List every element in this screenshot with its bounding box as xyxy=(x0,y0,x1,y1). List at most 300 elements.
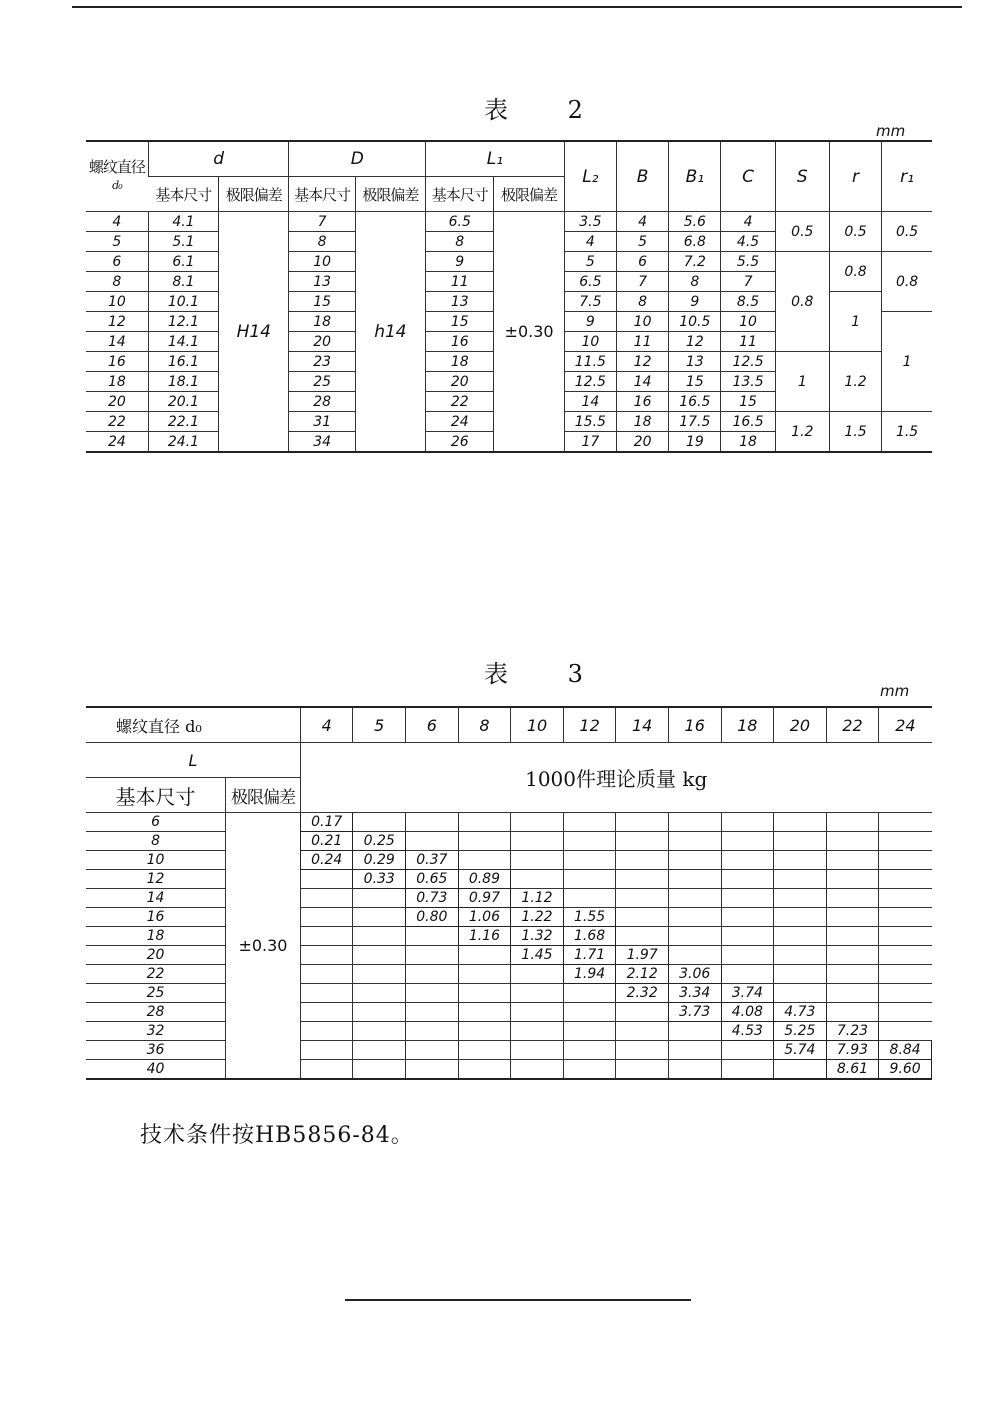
B1-cell: 15 xyxy=(669,372,721,392)
r1-header: r₁ xyxy=(882,141,932,212)
empty-cell xyxy=(406,1041,459,1060)
L1-basic-cell: 18 xyxy=(426,352,494,372)
S-cell: 0.8 xyxy=(775,252,829,352)
empty-cell xyxy=(300,1003,353,1022)
diameter-header: 16 xyxy=(668,707,721,743)
empty-cell xyxy=(668,870,721,889)
B-cell: 8 xyxy=(616,292,668,312)
empty-cell xyxy=(300,984,353,1003)
empty-cell xyxy=(353,889,406,908)
table3-row xyxy=(86,1022,932,1041)
B1-cell: 16.5 xyxy=(669,392,721,412)
table2-unit: mm xyxy=(876,122,906,140)
empty-cell xyxy=(511,1022,564,1041)
empty-cell xyxy=(563,984,616,1003)
empty-cell xyxy=(511,965,564,984)
mass-cell: 1.32 xyxy=(511,927,564,946)
empty-cell xyxy=(511,832,564,851)
D-basic-cell: 10 xyxy=(289,252,355,272)
r1-cell: 1 xyxy=(882,312,932,412)
empty-cell xyxy=(616,1041,669,1060)
mass-cell: 3.74 xyxy=(721,984,774,1003)
L2-cell: 7.5 xyxy=(564,292,616,312)
D-basic-cell: 8 xyxy=(289,232,355,252)
L1-basic-cell: 24 xyxy=(426,412,494,432)
mass-cell: 0.89 xyxy=(458,870,511,889)
empty-cell xyxy=(826,832,879,851)
L1-basic-cell: 26 xyxy=(426,432,494,453)
empty-cell xyxy=(774,965,827,984)
d-basic-cell: 8.1 xyxy=(148,272,218,292)
empty-cell xyxy=(353,908,406,927)
C-cell: 7 xyxy=(721,272,775,292)
empty-cell xyxy=(774,870,827,889)
d0-cell: 5 xyxy=(86,232,148,252)
thread-dia-header: 螺纹直径 d₀ xyxy=(86,707,300,743)
empty-cell xyxy=(721,946,774,965)
d-basic-header: 基本尺寸 xyxy=(148,177,218,212)
mass-cell: 1.16 xyxy=(458,927,511,946)
empty-cell xyxy=(879,889,932,908)
C-cell: 13.5 xyxy=(721,372,775,392)
L1-basic-cell: 16 xyxy=(426,332,494,352)
table2 xyxy=(86,140,932,453)
mass-cell: 0.29 xyxy=(353,851,406,870)
empty-cell xyxy=(774,889,827,908)
length-cell: 32 xyxy=(86,1022,226,1041)
empty-cell xyxy=(563,813,616,832)
empty-cell xyxy=(458,1041,511,1060)
table3-unit: mm xyxy=(880,682,910,700)
diameter-header: 4 xyxy=(300,707,353,743)
L2-cell: 4 xyxy=(564,232,616,252)
d0-cell: 18 xyxy=(86,372,148,392)
empty-cell xyxy=(511,813,564,832)
empty-cell xyxy=(406,927,459,946)
table3-row xyxy=(86,851,932,870)
empty-cell xyxy=(458,832,511,851)
empty-cell xyxy=(879,851,932,870)
d-basic-cell: 16.1 xyxy=(148,352,218,372)
mass-cell: 3.34 xyxy=(668,984,721,1003)
empty-cell xyxy=(511,870,564,889)
empty-cell xyxy=(300,1041,353,1060)
empty-cell xyxy=(826,851,879,870)
empty-cell xyxy=(616,1003,669,1022)
empty-cell xyxy=(721,1041,774,1060)
mass-cell: 0.25 xyxy=(353,832,406,851)
empty-cell xyxy=(826,965,879,984)
mass-cell: 4.08 xyxy=(721,1003,774,1022)
empty-cell xyxy=(721,870,774,889)
d-basic-cell: 5.1 xyxy=(148,232,218,252)
mass-cell: 1.55 xyxy=(563,908,616,927)
empty-cell xyxy=(879,965,932,984)
B-cell: 16 xyxy=(616,392,668,412)
empty-cell xyxy=(616,889,669,908)
thread-sym: d₀ xyxy=(112,179,122,192)
empty-cell xyxy=(406,813,459,832)
L2-cell: 12.5 xyxy=(564,372,616,392)
S-cell: 1 xyxy=(775,352,829,412)
mass-cell: 4.73 xyxy=(774,1003,827,1022)
d-basic-cell: 22.1 xyxy=(148,412,218,432)
empty-cell xyxy=(774,908,827,927)
d-header: d xyxy=(148,141,289,177)
B-cell: 4 xyxy=(616,212,668,232)
tech-note: 技术条件按HB5856-84。 xyxy=(140,1123,414,1148)
table3-row xyxy=(86,813,932,832)
L1-basic-cell: 15 xyxy=(426,312,494,332)
empty-cell xyxy=(774,851,827,870)
diameter-header: 8 xyxy=(458,707,511,743)
empty-cell xyxy=(511,1060,564,1080)
empty-cell xyxy=(826,813,879,832)
B1-cell: 19 xyxy=(669,432,721,453)
empty-cell xyxy=(563,889,616,908)
mass-cell: 1.68 xyxy=(563,927,616,946)
C-cell: 12.5 xyxy=(721,352,775,372)
D-basic-cell: 7 xyxy=(289,212,355,232)
empty-cell xyxy=(353,965,406,984)
table3-row xyxy=(86,946,932,965)
empty-cell xyxy=(353,984,406,1003)
D-basic-header: 基本尺寸 xyxy=(289,177,355,212)
empty-cell xyxy=(353,946,406,965)
empty-cell xyxy=(406,1022,459,1041)
B1-cell: 7.2 xyxy=(669,252,721,272)
d-basic-cell: 10.1 xyxy=(148,292,218,312)
S-cell: 1.2 xyxy=(775,412,829,453)
empty-cell xyxy=(300,927,353,946)
length-cell: 20 xyxy=(86,946,226,965)
B1-cell: 13 xyxy=(669,352,721,372)
B1-cell: 5.6 xyxy=(669,212,721,232)
D-header: D xyxy=(289,141,426,177)
mass-header: 1000件理论质量 kg xyxy=(300,743,931,813)
B1-cell: 9 xyxy=(669,292,721,312)
L1-basic-cell: 6.5 xyxy=(426,212,494,232)
table2-title: 表 2 xyxy=(484,96,609,124)
D-basic-cell: 13 xyxy=(289,272,355,292)
L2-cell: 17 xyxy=(564,432,616,453)
empty-cell xyxy=(616,813,669,832)
mass-cell: 5.25 xyxy=(774,1022,827,1041)
S-cell: 0.5 xyxy=(775,212,829,252)
d0-cell: 14 xyxy=(86,332,148,352)
thread-dia-label: 螺纹直径 xyxy=(88,158,145,176)
D-basic-cell: 34 xyxy=(289,432,355,453)
d0-cell: 12 xyxy=(86,312,148,332)
L2-cell: 11.5 xyxy=(564,352,616,372)
B-cell: 12 xyxy=(616,352,668,372)
L1-basic-cell: 22 xyxy=(426,392,494,412)
C-cell: 11 xyxy=(721,332,775,352)
diameter-header: 5 xyxy=(353,707,406,743)
d0-cell: 24 xyxy=(86,432,148,453)
thread-dia-header xyxy=(86,141,148,212)
empty-cell xyxy=(668,832,721,851)
d0-cell: 22 xyxy=(86,412,148,432)
D-basic-cell: 23 xyxy=(289,352,355,372)
D-basic-cell: 20 xyxy=(289,332,355,352)
d-basic-cell: 20.1 xyxy=(148,392,218,412)
D-basic-cell: 31 xyxy=(289,412,355,432)
L2-cell: 5 xyxy=(564,252,616,272)
length-cell: 6 xyxy=(86,813,226,832)
B-cell: 7 xyxy=(616,272,668,292)
table3-row xyxy=(86,965,932,984)
mass-cell: 1.97 xyxy=(616,946,669,965)
mass-cell: 0.17 xyxy=(300,813,353,832)
empty-cell xyxy=(774,832,827,851)
B-header: B xyxy=(616,141,668,212)
empty-cell xyxy=(353,1003,406,1022)
d0-cell: 10 xyxy=(86,292,148,312)
empty-cell xyxy=(879,946,932,965)
B1-cell: 17.5 xyxy=(669,412,721,432)
L2-cell: 3.5 xyxy=(564,212,616,232)
mass-cell: 0.24 xyxy=(300,851,353,870)
length-cell: 14 xyxy=(86,889,226,908)
empty-cell xyxy=(668,927,721,946)
table3-row xyxy=(86,908,932,927)
D-basic-cell: 15 xyxy=(289,292,355,312)
d0-cell: 20 xyxy=(86,392,148,412)
empty-cell xyxy=(616,851,669,870)
empty-cell xyxy=(406,984,459,1003)
mass-cell: 1.45 xyxy=(511,946,564,965)
empty-cell xyxy=(458,851,511,870)
mass-cell: 0.65 xyxy=(406,870,459,889)
mass-cell: 0.73 xyxy=(406,889,459,908)
length-cell: 28 xyxy=(86,1003,226,1022)
diameter-header: 24 xyxy=(879,707,932,743)
mass-cell: 0.21 xyxy=(300,832,353,851)
empty-cell xyxy=(774,813,827,832)
mass-cell: 0.33 xyxy=(353,870,406,889)
mass-cell: 1.22 xyxy=(511,908,564,927)
empty-cell xyxy=(879,984,932,1003)
B-cell: 14 xyxy=(616,372,668,392)
empty-cell xyxy=(353,813,406,832)
empty-cell xyxy=(353,1022,406,1041)
mass-cell: 2.32 xyxy=(616,984,669,1003)
length-cell: 8 xyxy=(86,832,226,851)
mass-cell: 4.53 xyxy=(721,1022,774,1041)
mass-cell: 0.37 xyxy=(406,851,459,870)
table3-row xyxy=(86,1041,932,1060)
S-header: S xyxy=(775,141,829,212)
d0-cell: 8 xyxy=(86,272,148,292)
empty-cell xyxy=(511,1003,564,1022)
r1-cell: 1.5 xyxy=(882,412,932,453)
mass-cell: 7.23 xyxy=(826,1022,879,1041)
B-cell: 18 xyxy=(616,412,668,432)
empty-cell xyxy=(300,946,353,965)
empty-cell xyxy=(300,1022,353,1041)
empty-cell xyxy=(616,870,669,889)
D-basic-cell: 25 xyxy=(289,372,355,392)
length-cell: 10 xyxy=(86,851,226,870)
mass-cell: 8.61 xyxy=(826,1060,879,1080)
empty-cell xyxy=(406,1003,459,1022)
L2-cell: 14 xyxy=(564,392,616,412)
L2-cell: 10 xyxy=(564,332,616,352)
empty-cell xyxy=(721,851,774,870)
C-cell: 16.5 xyxy=(721,412,775,432)
d-basic-cell: 24.1 xyxy=(148,432,218,453)
L2-header: L₂ xyxy=(564,141,616,212)
C-cell: 18 xyxy=(721,432,775,453)
mass-cell: 2.12 xyxy=(616,965,669,984)
d-tol-header: 极限偏差 xyxy=(219,177,289,212)
B1-cell: 12 xyxy=(669,332,721,352)
C-cell: 15 xyxy=(721,392,775,412)
d0-cell: 16 xyxy=(86,352,148,372)
r1-cell: 0.8 xyxy=(882,252,932,312)
empty-cell xyxy=(668,1022,721,1041)
table3-row xyxy=(86,870,932,889)
length-cell: 40 xyxy=(86,1060,226,1080)
table3-row xyxy=(86,889,932,908)
empty-cell xyxy=(458,813,511,832)
mass-cell: 9.60 xyxy=(879,1060,932,1080)
empty-cell xyxy=(458,1022,511,1041)
length-cell: 36 xyxy=(86,1041,226,1060)
diameter-header: 18 xyxy=(721,707,774,743)
B-cell: 6 xyxy=(616,252,668,272)
D-basic-cell: 28 xyxy=(289,392,355,412)
diameter-header: 12 xyxy=(563,707,616,743)
empty-cell xyxy=(458,946,511,965)
empty-cell xyxy=(879,1003,932,1022)
empty-cell xyxy=(826,946,879,965)
empty-cell xyxy=(563,851,616,870)
empty-cell xyxy=(668,1060,721,1080)
L1-basic-cell: 13 xyxy=(426,292,494,312)
table3-row xyxy=(86,832,932,851)
empty-cell xyxy=(458,984,511,1003)
d-tol-cell: H14 xyxy=(219,212,289,453)
empty-cell xyxy=(668,889,721,908)
empty-cell xyxy=(668,813,721,832)
empty-cell xyxy=(879,813,932,832)
r-cell: 1 xyxy=(829,292,881,352)
mass-cell: 0.97 xyxy=(458,889,511,908)
C-cell: 4 xyxy=(721,212,775,232)
empty-cell xyxy=(406,832,459,851)
empty-cell xyxy=(563,1022,616,1041)
table3-title: 表 3 xyxy=(484,660,609,688)
table3-row xyxy=(86,927,932,946)
C-cell: 10 xyxy=(721,312,775,332)
r-cell: 0.8 xyxy=(829,252,881,292)
diameter-header: 14 xyxy=(616,707,669,743)
B-cell: 20 xyxy=(616,432,668,453)
length-cell: 12 xyxy=(86,870,226,889)
empty-cell xyxy=(616,832,669,851)
mass-cell: 5.74 xyxy=(774,1041,827,1060)
empty-cell xyxy=(879,870,932,889)
L1-header: L₁ xyxy=(426,141,565,177)
top-rule xyxy=(72,6,962,8)
length-cell: 16 xyxy=(86,908,226,927)
empty-cell xyxy=(300,1060,353,1080)
L1-tol-header: 极限偏差 xyxy=(494,177,564,212)
empty-cell xyxy=(300,908,353,927)
diameter-header: 20 xyxy=(774,707,827,743)
empty-cell xyxy=(353,1041,406,1060)
empty-cell xyxy=(668,851,721,870)
C-header: C xyxy=(721,141,775,212)
d-basic-cell: 4.1 xyxy=(148,212,218,232)
diameter-header: 22 xyxy=(826,707,879,743)
table2-row xyxy=(86,212,932,232)
table3-row xyxy=(86,1060,932,1080)
B1-cell: 6.8 xyxy=(669,232,721,252)
D-tol-header: 极限偏差 xyxy=(355,177,425,212)
bottom-rule xyxy=(345,1299,691,1301)
C-cell: 8.5 xyxy=(721,292,775,312)
r-cell: 1.2 xyxy=(829,352,881,412)
empty-cell xyxy=(721,832,774,851)
r-header: r xyxy=(829,141,881,212)
empty-cell xyxy=(406,1060,459,1080)
length-cell: 25 xyxy=(86,984,226,1003)
empty-cell xyxy=(774,927,827,946)
empty-cell xyxy=(774,1060,827,1080)
empty-cell xyxy=(458,1060,511,1080)
empty-cell xyxy=(668,908,721,927)
empty-cell xyxy=(511,1041,564,1060)
L1-tol-cell: ±0.30 xyxy=(494,212,564,453)
L2-cell: 9 xyxy=(564,312,616,332)
B-cell: 11 xyxy=(616,332,668,352)
empty-cell xyxy=(300,870,353,889)
L1-basic-cell: 8 xyxy=(426,232,494,252)
empty-cell xyxy=(616,1060,669,1080)
empty-cell xyxy=(721,908,774,927)
mass-cell: 1.06 xyxy=(458,908,511,927)
C-cell: 5.5 xyxy=(721,252,775,272)
empty-cell xyxy=(721,965,774,984)
diameter-header: 10 xyxy=(511,707,564,743)
C-cell: 4.5 xyxy=(721,232,775,252)
D-basic-cell: 18 xyxy=(289,312,355,332)
empty-cell xyxy=(458,1003,511,1022)
L1-basic-cell: 9 xyxy=(426,252,494,272)
table3 xyxy=(86,706,932,1080)
empty-cell xyxy=(616,1022,669,1041)
mass-cell: 1.94 xyxy=(563,965,616,984)
mass-cell: 0.80 xyxy=(406,908,459,927)
L2-cell: 15.5 xyxy=(564,412,616,432)
empty-cell xyxy=(563,832,616,851)
empty-cell xyxy=(721,813,774,832)
L1-basic-header: 基本尺寸 xyxy=(426,177,494,212)
tol-value-cell: ±0.30 xyxy=(226,813,301,1080)
diameter-header: 6 xyxy=(406,707,459,743)
basic-size-header: 基本尺寸 xyxy=(86,778,226,813)
empty-cell xyxy=(406,946,459,965)
empty-cell xyxy=(774,946,827,965)
empty-cell xyxy=(616,927,669,946)
empty-cell xyxy=(879,908,932,927)
B1-cell: 8 xyxy=(669,272,721,292)
mass-cell: 3.73 xyxy=(668,1003,721,1022)
d-basic-cell: 6.1 xyxy=(148,252,218,272)
